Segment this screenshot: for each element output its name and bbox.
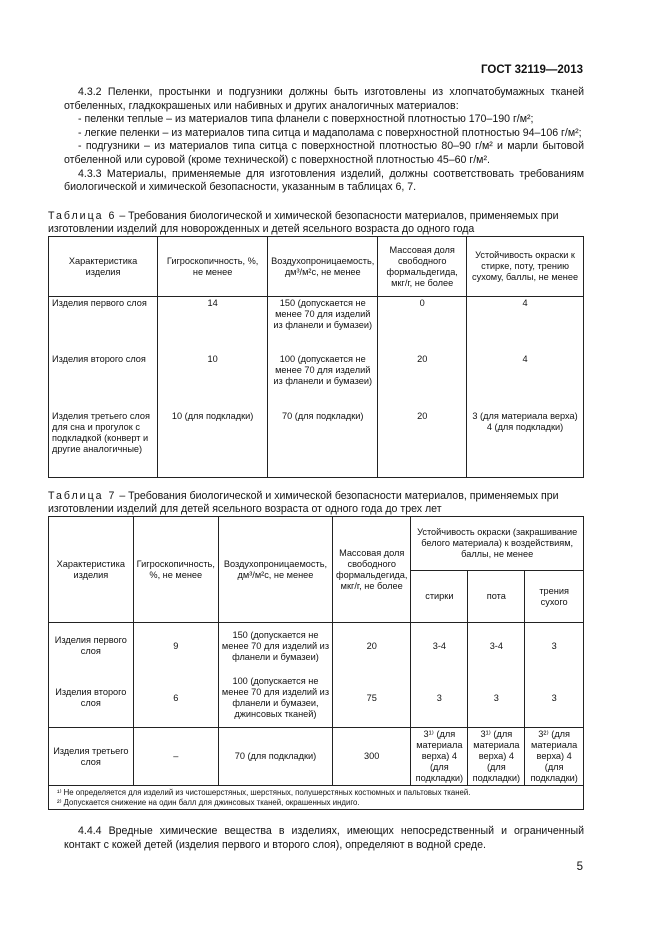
table7-title: – Требования биологической и химической безопасности материалов, применяемых при изготовлении изделий для детей ясельного возраста от одного года до трех лет (48, 490, 559, 515)
table-cell: 0 (378, 297, 467, 353)
table-cell: 100 (допускается не менее 70 для изделий из фланели и бумазеи, джинсовых тканей) (218, 670, 332, 728)
table6-header: Гигроскопичность, %, не менее (158, 237, 268, 297)
table-cell: 3 (411, 670, 468, 728)
table-row (49, 623, 584, 670)
table-cell: 4 (467, 297, 584, 353)
bullet-light-diapers: - легкие пеленки – из материалов типа ситца и мадаполама с поверхностной плотностью 94–106 г/м²; (78, 126, 582, 139)
table-cell: Изделия третьего слоя (49, 728, 134, 786)
table7-header: Характеристика изделия (49, 517, 134, 623)
table6-title: – Требования биологической и химической безопасности материалов, применяемых при изготовлении изделий для новорожденных и детей ясельного возраста до одного года (48, 210, 559, 235)
table-cell: – (133, 728, 218, 786)
table-row (49, 353, 584, 410)
table-cell: 3-4 (468, 623, 525, 670)
table-cell: 3¹⁾ (для материала верха) 4 (для подкладки) (411, 728, 468, 786)
table-cell: 4 (467, 353, 584, 410)
table-cell: Изделия третьего слоя для сна и прогулок с подкладкой (конверт и другие аналогичные) (49, 410, 158, 478)
table-row (49, 728, 584, 786)
bullet-warm-diapers: - пеленки теплые – из материалов типа фланели с поверхностной плотностью 170–190 г/м²; (78, 113, 534, 126)
table-cell: 3 (468, 670, 525, 728)
table-cell: 20 (333, 623, 411, 670)
table-cell: 300 (333, 728, 411, 786)
table-cell: 3-4 (411, 623, 468, 670)
table6-header: Устойчивость окраски к стирке, поту, трению сухому, баллы, не менее (467, 237, 584, 297)
table7-caption (48, 490, 583, 515)
table7-footnote-2: ²⁾ Допускается снижение на один балл для джинсовых тканей, окрашенных индиго. (57, 797, 360, 807)
table6-caption (48, 210, 583, 235)
table-row (49, 297, 584, 353)
table-cell: 20 (378, 410, 467, 478)
table7-footnotes (49, 786, 584, 810)
table7-header: Устойчивость окраски (закрашивание белого материала) к воздействиям, баллы, не менее (411, 517, 584, 571)
clause-4-4-4 (64, 825, 584, 852)
table-cell: 10 (158, 353, 268, 410)
table-cell: 3²⁾ (для материала верха) 4 (для подкладки) (525, 728, 584, 786)
table-cell: 3 (для материала верха) 4 (для подкладки) (467, 410, 584, 478)
table7-subheader: стирки (411, 571, 468, 623)
table7-header: Гигроскопичность, %, не менее (133, 517, 218, 623)
document-header: ГОСТ 32119—2013 (481, 64, 583, 76)
table-cell: 3 (525, 670, 584, 728)
table-row (49, 670, 584, 728)
clause-4-4-4-text: 4.4.4 Вредные химические вещества в изделиях, имеющих непосредственный и ограниченный контакт с кожей детей (изделия первого и второго слоя), определяют в водной среде. (64, 825, 584, 851)
table-cell: 100 (допускается не менее 70 для изделий из фланели и бумазеи) (268, 353, 378, 410)
table7-footnote-cell (49, 786, 584, 810)
table7-label: Таблица 7 (48, 490, 117, 502)
table-cell: 20 (378, 353, 467, 410)
table-7 (48, 516, 584, 810)
table-cell: 150 (допускается не менее 70 для изделий из фланели и бумазеи) (268, 297, 378, 353)
table-cell: 150 (допускается не менее 70 для изделий из фланели и бумазеи) (218, 623, 332, 670)
table7-header-row (49, 517, 584, 571)
table-cell: 14 (158, 297, 268, 353)
table7-subheader: пота (468, 571, 525, 623)
table-cell: 75 (333, 670, 411, 728)
table-cell: Изделия второго слоя (49, 353, 158, 410)
table-cell: 6 (133, 670, 218, 728)
clause-4-3-2 (64, 86, 584, 195)
table7-header: Воздухопроницаемость, дм³/м²с, не менее (218, 517, 332, 623)
table-cell: Изделия второго слоя (49, 670, 134, 728)
table-cell: Изделия первого слоя (49, 623, 134, 670)
table7-header: Массовая доля свободного формальдегида, мкг/г, не более (333, 517, 411, 623)
table-cell: 3 (525, 623, 584, 670)
table-cell: 10 (для подкладки) (158, 410, 268, 478)
table6-header: Массовая доля свободного формальдегида, мкг/г, не более (378, 237, 467, 297)
table-cell: 70 (для подкладки) (268, 410, 378, 478)
table7-subheader: трения сухого (525, 571, 584, 623)
clause-4-3-3-text: 4.3.3 Материалы, применяемые для изготовления изделий, должны соответствовать требованиям биологической и химической безопасности, указанным в таблицах 6, 7. (64, 167, 584, 194)
table-cell: 70 (для подкладки) (218, 728, 332, 786)
table-cell: Изделия первого слоя (49, 297, 158, 353)
table7-footnote-1: ¹⁾ Не определяется для изделий из чистошерстяных, шерстяных, полушерстяных костюмных и пальтовых тканей. (57, 788, 471, 797)
table6-label: Таблица 6 (48, 210, 117, 222)
page-number: 5 (576, 861, 583, 873)
clause-4-3-2-text: 4.3.2 Пеленки, простынки и подгузники должны быть изготовлены из хлопчатобумажных тканей отбеленных, гладкокрашеных или набивных и других аналогичных материалов: (64, 86, 584, 112)
table-row (49, 410, 584, 478)
table-cell: 9 (133, 623, 218, 670)
table-cell: 3¹⁾ (для материала верха) 4 (для подкладки) (468, 728, 525, 786)
table-6 (48, 236, 584, 478)
table6-header: Характеристика изделия (49, 237, 158, 297)
bullet-nappies: - подгузники – из материалов типа ситца с поверхностной плотностью 80–90 г/м² и марли бытовой отбеленной или суровой (кроме технической) с поверхностной плотностью 45–60 г/м². (64, 140, 584, 166)
table6-header: Воздухопроницаемость, дм³/м²с, не менее (268, 237, 378, 297)
table6-header-row (49, 237, 584, 297)
